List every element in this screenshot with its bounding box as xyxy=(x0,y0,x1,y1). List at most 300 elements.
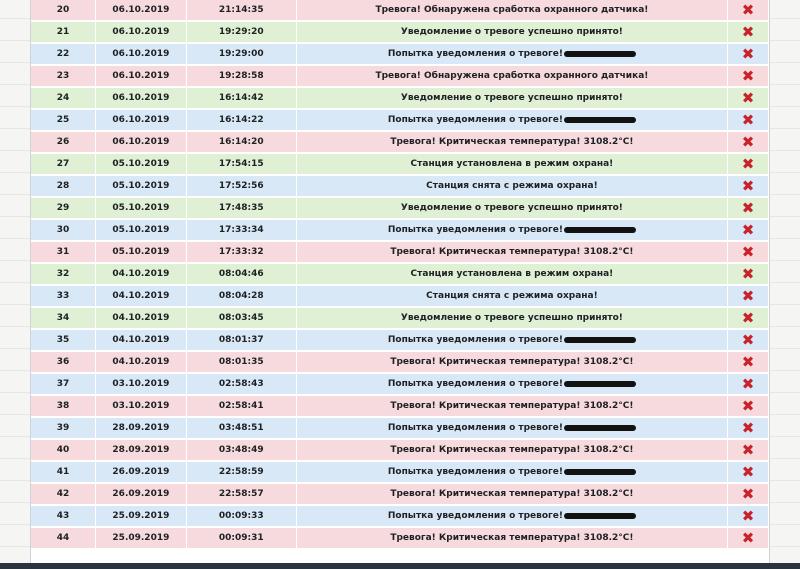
event-id-cell xyxy=(31,418,96,438)
delete-button[interactable] xyxy=(742,419,755,437)
actions-cell xyxy=(728,440,769,460)
event-message-cell xyxy=(297,352,728,372)
event-time: 02:58:43 xyxy=(218,379,264,389)
event-id: 30 xyxy=(56,225,70,235)
event-date: 06.10.2019 xyxy=(112,71,170,81)
event-id-cell xyxy=(31,506,96,526)
event-date: 06.10.2019 xyxy=(112,115,170,125)
close-icon: ✖ xyxy=(741,441,755,459)
event-id: 31 xyxy=(56,247,70,257)
table-row xyxy=(31,396,769,416)
event-date: 04.10.2019 xyxy=(112,269,170,279)
actions-cell xyxy=(728,0,769,20)
event-time-cell xyxy=(187,66,297,86)
redacted-contact xyxy=(564,469,636,475)
event-time-cell xyxy=(187,440,297,460)
event-id-cell xyxy=(31,396,96,416)
event-time: 21:14:35 xyxy=(218,5,264,15)
event-date-cell xyxy=(96,484,187,504)
event-id: 44 xyxy=(56,533,70,543)
close-icon: ✖ xyxy=(741,353,755,371)
event-date: 06.10.2019 xyxy=(112,49,170,59)
event-date: 03.10.2019 xyxy=(112,401,170,411)
table-row xyxy=(31,462,769,482)
close-icon: ✖ xyxy=(741,287,755,305)
event-time-cell xyxy=(187,198,297,218)
table-row xyxy=(31,66,769,86)
table-row xyxy=(31,352,769,372)
table-row xyxy=(31,0,769,20)
event-id-cell xyxy=(31,352,96,372)
actions-cell xyxy=(728,176,769,196)
event-id: 26 xyxy=(56,137,70,147)
event-time-cell xyxy=(187,352,297,372)
actions-cell xyxy=(728,132,769,152)
event-time-cell xyxy=(187,286,297,306)
close-icon: ✖ xyxy=(741,133,755,151)
event-log-table xyxy=(31,0,769,550)
actions-cell xyxy=(728,462,769,482)
event-date: 28.09.2019 xyxy=(112,445,170,455)
event-message-cell xyxy=(297,66,728,86)
event-message-cell xyxy=(297,418,728,438)
event-message-cell xyxy=(297,22,728,42)
event-id: 43 xyxy=(56,511,70,521)
close-icon: ✖ xyxy=(741,419,755,437)
delete-button[interactable] xyxy=(742,265,755,283)
delete-button[interactable] xyxy=(742,507,755,525)
event-time-cell xyxy=(187,308,297,328)
event-message-cell xyxy=(297,286,728,306)
delete-button[interactable] xyxy=(742,463,755,481)
event-message: Тревога! Критическая температура! 3108.2°C! xyxy=(390,137,634,147)
event-id: 39 xyxy=(56,423,70,433)
delete-button[interactable] xyxy=(742,221,755,239)
event-time: 08:03:45 xyxy=(218,313,264,323)
event-date-cell xyxy=(96,440,187,460)
delete-button[interactable] xyxy=(742,375,755,393)
table-row xyxy=(31,264,769,284)
delete-button[interactable] xyxy=(742,1,755,19)
event-id-cell xyxy=(31,484,96,504)
event-id-cell xyxy=(31,198,96,218)
event-time-cell xyxy=(187,154,297,174)
close-icon: ✖ xyxy=(741,221,755,239)
event-message: Тревога! Критическая температура! 3108.2°C! xyxy=(390,401,634,411)
event-message: Станция установлена в режим охрана! xyxy=(410,269,614,279)
redacted-contact xyxy=(564,227,636,233)
event-id: 41 xyxy=(56,467,70,477)
event-message-cell xyxy=(297,462,728,482)
event-id-cell xyxy=(31,44,96,64)
event-message: Уведомление о тревоге успешно принято! xyxy=(400,313,623,323)
event-date: 05.10.2019 xyxy=(112,181,170,191)
event-time: 22:58:57 xyxy=(218,489,264,499)
event-date-cell xyxy=(96,154,187,174)
delete-button[interactable] xyxy=(742,133,755,151)
delete-button[interactable] xyxy=(742,331,755,349)
table-row xyxy=(31,374,769,394)
event-id: 23 xyxy=(56,71,70,81)
close-icon: ✖ xyxy=(741,1,755,19)
table-row xyxy=(31,484,769,504)
table-row xyxy=(31,242,769,262)
event-time-cell xyxy=(187,88,297,108)
event-date: 05.10.2019 xyxy=(112,159,170,169)
event-message-cell xyxy=(297,242,728,262)
event-time-cell xyxy=(187,396,297,416)
event-time: 08:04:46 xyxy=(218,269,264,279)
event-id-cell xyxy=(31,176,96,196)
event-time-cell xyxy=(187,44,297,64)
event-date: 06.10.2019 xyxy=(112,27,170,37)
event-date-cell xyxy=(96,66,187,86)
event-message-cell xyxy=(297,440,728,460)
delete-button[interactable] xyxy=(742,111,755,129)
actions-cell xyxy=(728,110,769,130)
actions-cell xyxy=(728,220,769,240)
event-id-cell xyxy=(31,110,96,130)
event-id-cell xyxy=(31,330,96,350)
event-date-cell xyxy=(96,88,187,108)
delete-button[interactable] xyxy=(742,243,755,261)
redacted-contact xyxy=(564,117,636,123)
close-icon: ✖ xyxy=(741,45,755,63)
bottom-bar xyxy=(0,563,800,569)
event-id: 37 xyxy=(56,379,70,389)
close-icon: ✖ xyxy=(741,23,755,41)
event-log-panel xyxy=(30,0,770,563)
event-time: 03:48:51 xyxy=(218,423,264,433)
actions-cell xyxy=(728,154,769,174)
delete-button[interactable] xyxy=(742,441,755,459)
event-date-cell xyxy=(96,330,187,350)
event-message: Попытка уведомления о тревоге! xyxy=(387,335,563,345)
event-time-cell xyxy=(187,242,297,262)
table-row xyxy=(31,44,769,64)
event-time: 08:04:28 xyxy=(218,291,264,301)
event-id-cell xyxy=(31,462,96,482)
event-date-cell xyxy=(96,418,187,438)
delete-button[interactable] xyxy=(742,485,755,503)
redacted-contact xyxy=(564,381,636,387)
delete-button[interactable] xyxy=(742,177,755,195)
event-date-cell xyxy=(96,220,187,240)
table-row xyxy=(31,110,769,130)
event-id-cell xyxy=(31,66,96,86)
actions-cell xyxy=(728,352,769,372)
table-row xyxy=(31,132,769,152)
event-id-cell xyxy=(31,22,96,42)
table-row xyxy=(31,22,769,42)
event-id-cell xyxy=(31,374,96,394)
event-message: Тревога! Критическая температура! 3108.2°C! xyxy=(390,533,634,543)
event-id-cell xyxy=(31,440,96,460)
event-message: Попытка уведомления о тревоге! xyxy=(387,115,563,125)
event-message: Станция снята с режима охрана! xyxy=(426,181,598,191)
event-date-cell xyxy=(96,0,187,20)
event-date: 04.10.2019 xyxy=(112,357,170,367)
actions-cell xyxy=(728,44,769,64)
delete-button[interactable] xyxy=(742,45,755,63)
event-message: Станция снята с режима охрана! xyxy=(426,291,598,301)
event-time: 03:48:49 xyxy=(218,445,264,455)
event-date: 04.10.2019 xyxy=(112,335,170,345)
event-id-cell xyxy=(31,220,96,240)
table-row xyxy=(31,176,769,196)
close-icon: ✖ xyxy=(741,199,755,217)
event-message: Попытка уведомления о тревоге! xyxy=(387,225,563,235)
close-icon: ✖ xyxy=(741,485,755,503)
event-message-cell xyxy=(297,198,728,218)
delete-button[interactable] xyxy=(742,89,755,107)
event-message: Уведомление о тревоге успешно принято! xyxy=(400,27,623,37)
event-id: 34 xyxy=(56,313,70,323)
event-time: 08:01:35 xyxy=(218,357,264,367)
redacted-contact xyxy=(564,51,636,57)
event-id-cell xyxy=(31,308,96,328)
table-row xyxy=(31,220,769,240)
event-date-cell xyxy=(96,44,187,64)
close-icon: ✖ xyxy=(741,67,755,85)
delete-button[interactable] xyxy=(742,353,755,371)
close-icon: ✖ xyxy=(741,331,755,349)
delete-button[interactable] xyxy=(742,287,755,305)
event-id-cell xyxy=(31,0,96,20)
event-time-cell xyxy=(187,176,297,196)
event-time-cell xyxy=(187,220,297,240)
event-time: 16:14:22 xyxy=(218,115,264,125)
actions-cell xyxy=(728,242,769,262)
event-message: Уведомление о тревоге успешно принято! xyxy=(400,203,623,213)
close-icon: ✖ xyxy=(741,375,755,393)
delete-button[interactable] xyxy=(742,529,755,547)
event-id: 36 xyxy=(56,357,70,367)
event-message: Тревога! Критическая температура! 3108.2°C! xyxy=(390,489,634,499)
event-date-cell xyxy=(96,132,187,152)
actions-cell xyxy=(728,374,769,394)
actions-cell xyxy=(728,506,769,526)
right-background xyxy=(768,0,800,569)
event-message-cell xyxy=(297,330,728,350)
event-id: 32 xyxy=(56,269,70,279)
close-icon: ✖ xyxy=(741,89,755,107)
event-id-cell xyxy=(31,132,96,152)
delete-button[interactable] xyxy=(742,397,755,415)
event-date: 05.10.2019 xyxy=(112,225,170,235)
event-message-cell xyxy=(297,396,728,416)
delete-button[interactable] xyxy=(742,23,755,41)
event-date: 05.10.2019 xyxy=(112,247,170,257)
event-log-body xyxy=(31,0,769,548)
event-time: 16:14:42 xyxy=(218,93,264,103)
redacted-contact xyxy=(564,513,636,519)
event-message-cell xyxy=(297,110,728,130)
event-message: Тревога! Критическая температура! 3108.2°C! xyxy=(390,445,634,455)
event-message: Тревога! Критическая температура! 3108.2°C! xyxy=(390,357,634,367)
event-date: 28.09.2019 xyxy=(112,423,170,433)
table-row xyxy=(31,528,769,548)
actions-cell xyxy=(728,264,769,284)
event-time: 08:01:37 xyxy=(218,335,264,345)
close-icon: ✖ xyxy=(741,177,755,195)
event-date-cell xyxy=(96,22,187,42)
event-date-cell xyxy=(96,396,187,416)
event-message: Попытка уведомления о тревоге! xyxy=(387,423,563,433)
table-row xyxy=(31,286,769,306)
close-icon: ✖ xyxy=(741,397,755,415)
event-date: 26.09.2019 xyxy=(112,467,170,477)
event-time: 16:14:20 xyxy=(218,137,264,147)
actions-cell xyxy=(728,88,769,108)
actions-cell xyxy=(728,396,769,416)
event-time-cell xyxy=(187,22,297,42)
actions-cell xyxy=(728,418,769,438)
table-row xyxy=(31,418,769,438)
event-id-cell xyxy=(31,154,96,174)
event-id: 22 xyxy=(56,49,70,59)
event-message-cell xyxy=(297,88,728,108)
actions-cell xyxy=(728,330,769,350)
event-time-cell xyxy=(187,374,297,394)
event-time-cell xyxy=(187,0,297,20)
event-date-cell xyxy=(96,286,187,306)
event-id: 27 xyxy=(56,159,70,169)
event-date-cell xyxy=(96,374,187,394)
actions-cell xyxy=(728,66,769,86)
event-message: Тревога! Обнаружена сработка охранного датчика! xyxy=(375,5,649,15)
event-id: 38 xyxy=(56,401,70,411)
event-date-cell xyxy=(96,352,187,372)
close-icon: ✖ xyxy=(741,111,755,129)
event-time: 17:33:32 xyxy=(218,247,264,257)
event-date-cell xyxy=(96,264,187,284)
event-id: 25 xyxy=(56,115,70,125)
actions-cell xyxy=(728,308,769,328)
event-message-cell xyxy=(297,132,728,152)
event-id: 40 xyxy=(56,445,70,455)
event-message-cell xyxy=(297,220,728,240)
event-date-cell xyxy=(96,242,187,262)
event-time-cell xyxy=(187,484,297,504)
table-row xyxy=(31,308,769,328)
delete-button[interactable] xyxy=(742,67,755,85)
event-date-cell xyxy=(96,308,187,328)
event-time-cell xyxy=(187,418,297,438)
close-icon: ✖ xyxy=(741,243,755,261)
left-background xyxy=(0,0,30,569)
event-time: 00:09:33 xyxy=(218,511,264,521)
event-message: Уведомление о тревоге успешно принято! xyxy=(400,93,623,103)
delete-button[interactable] xyxy=(742,309,755,327)
event-date: 25.09.2019 xyxy=(112,511,170,521)
event-id: 28 xyxy=(56,181,70,191)
table-row xyxy=(31,198,769,218)
redacted-contact xyxy=(564,425,636,431)
event-time: 17:52:56 xyxy=(218,181,264,191)
event-date-cell xyxy=(96,528,187,548)
event-time: 19:29:00 xyxy=(218,49,264,59)
actions-cell xyxy=(728,22,769,42)
event-date-cell xyxy=(96,506,187,526)
redacted-contact xyxy=(564,337,636,343)
event-id: 33 xyxy=(56,291,70,301)
event-time-cell xyxy=(187,528,297,548)
event-message-cell xyxy=(297,528,728,548)
event-time-cell xyxy=(187,330,297,350)
event-message-cell xyxy=(297,264,728,284)
close-icon: ✖ xyxy=(741,529,755,547)
event-date-cell xyxy=(96,198,187,218)
event-time-cell xyxy=(187,264,297,284)
event-message-cell xyxy=(297,484,728,504)
event-message-cell xyxy=(297,0,728,20)
delete-button[interactable] xyxy=(742,199,755,217)
event-date: 03.10.2019 xyxy=(112,379,170,389)
event-id-cell xyxy=(31,286,96,306)
event-message-cell xyxy=(297,154,728,174)
event-date-cell xyxy=(96,176,187,196)
event-id: 24 xyxy=(56,93,70,103)
event-time: 17:54:15 xyxy=(218,159,264,169)
event-id-cell xyxy=(31,264,96,284)
table-row xyxy=(31,154,769,174)
event-message: Тревога! Обнаружена сработка охранного датчика! xyxy=(375,71,649,81)
event-date: 04.10.2019 xyxy=(112,313,170,323)
event-date: 06.10.2019 xyxy=(112,5,170,15)
close-icon: ✖ xyxy=(741,507,755,525)
event-date: 06.10.2019 xyxy=(112,93,170,103)
event-message-cell xyxy=(297,44,728,64)
event-id: 21 xyxy=(56,27,70,37)
event-date: 04.10.2019 xyxy=(112,291,170,301)
event-id-cell xyxy=(31,242,96,262)
table-row xyxy=(31,330,769,350)
event-id: 20 xyxy=(56,5,70,15)
event-time: 22:58:59 xyxy=(218,467,264,477)
event-message-cell xyxy=(297,506,728,526)
actions-cell xyxy=(728,528,769,548)
actions-cell xyxy=(728,286,769,306)
actions-cell xyxy=(728,484,769,504)
event-time: 17:33:34 xyxy=(218,225,264,235)
event-time: 00:09:31 xyxy=(218,533,264,543)
close-icon: ✖ xyxy=(741,463,755,481)
event-message: Попытка уведомления о тревоге! xyxy=(387,511,563,521)
event-date: 06.10.2019 xyxy=(112,137,170,147)
event-message: Тревога! Критическая температура! 3108.2°C! xyxy=(390,247,634,257)
event-date: 26.09.2019 xyxy=(112,489,170,499)
event-time: 02:58:41 xyxy=(218,401,264,411)
delete-button[interactable] xyxy=(742,155,755,173)
actions-cell xyxy=(728,198,769,218)
event-date-cell xyxy=(96,462,187,482)
table-row xyxy=(31,88,769,108)
event-id: 29 xyxy=(56,203,70,213)
event-message-cell xyxy=(297,374,728,394)
close-icon: ✖ xyxy=(741,309,755,327)
event-time-cell xyxy=(187,506,297,526)
event-message: Попытка уведомления о тревоге! xyxy=(387,379,563,389)
close-icon: ✖ xyxy=(741,265,755,283)
event-time: 19:28:58 xyxy=(218,71,264,81)
event-message: Попытка уведомления о тревоге! xyxy=(387,467,563,477)
event-id: 42 xyxy=(56,489,70,499)
close-icon: ✖ xyxy=(741,155,755,173)
event-time-cell xyxy=(187,110,297,130)
table-row xyxy=(31,440,769,460)
event-date: 05.10.2019 xyxy=(112,203,170,213)
